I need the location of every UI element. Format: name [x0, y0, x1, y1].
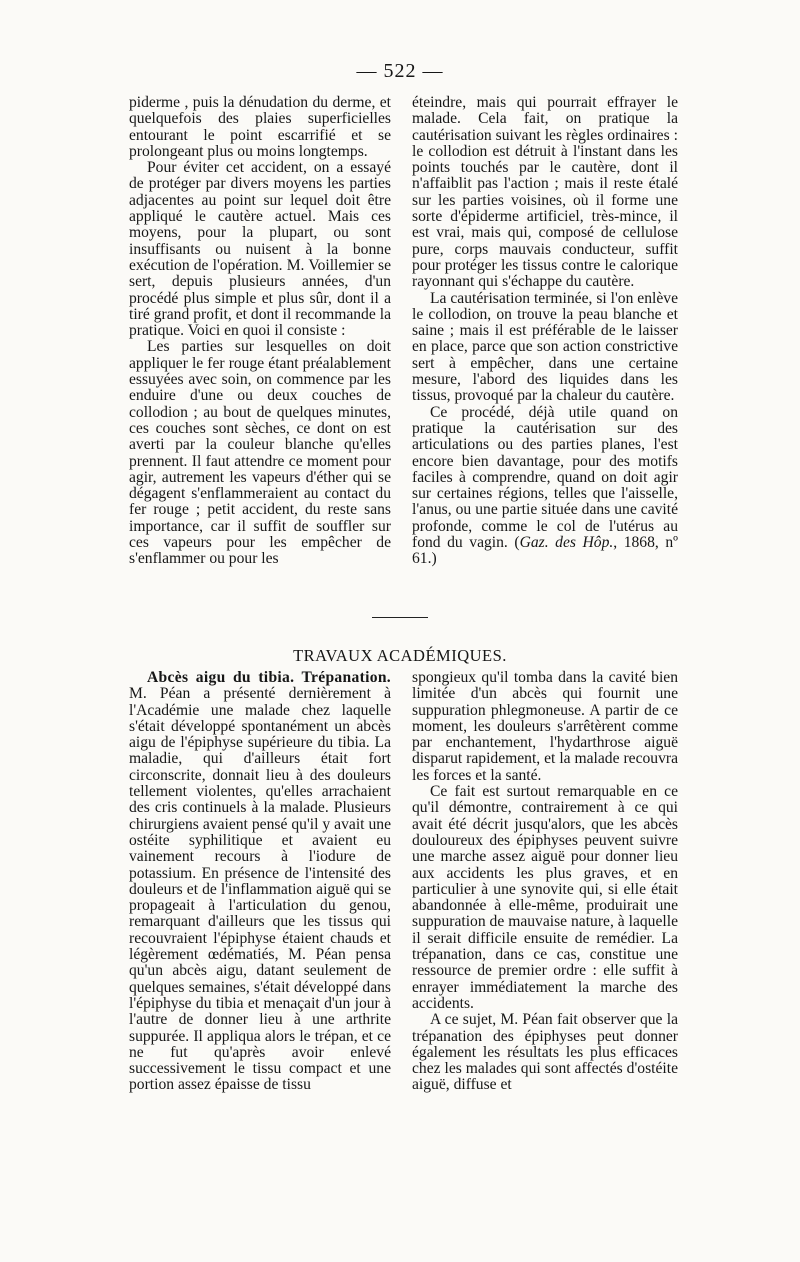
paragraph-with-lead	[129, 670, 391, 1094]
paragraph: spongieux qu'il tomba dans la cavité bien limitée d'un abcès qui fournit une suppuration phlegmoneuse. A partir de ce moment, les douleurs s'arrêtèrent comme par enchantement, l'hydarthrose aiguë disparut rapidement, et la malade recouvra les forces et la santé.	[412, 669, 678, 784]
paragraph: Pour éviter cet accident, on a essayé de protéger par divers moyens les parties adjacentes au point sur lequel doit être appliqué le cautère actuel. Mais ces moyens, pour la plupart, ou sont insuffisants ou nuisent à la bonne exécution de l'opération. M. Voillemier se sert, depuis plusieurs années, d'un procédé plus simple et plus sûr, dont il a tiré grand profit, et dont il recommande la pratique. Voici en quoi il consiste :	[129, 159, 391, 340]
bottom-left-column	[129, 670, 391, 1094]
paragraph: Les parties sur lesquelles on doit appliquer le fer rouge étant préalablement essuyées avec soin, on commence par les enduire d'une ou deux couches de collodion ; au bout de quelques minutes, ces couches sont sèches, ce dont on est averti par la couleur blanche qu'elles prennent. Il faut attendre ce moment pour agir, autrement les vapeurs d'éther qui se dégagent s'enflammeraient au contact du fer rouge ; petit accident, du reste sans importance, car il suffit de souffler sur ces vapeurs pour les empêcher de s'enflammer ou pour les	[129, 338, 391, 568]
article-heading: Abcès aigu du tibia. Trépanation.	[147, 669, 391, 686]
paragraph-text: M. Péan a présenté dernièrement à l'Académie une malade chez laquelle s'était développé spontanément un abcès aigu de l'épiphyse supérieure du tibia. La maladie, qui d'ailleurs était fort circonscrite, donnait lieu à des douleurs tellement violentes, qu'elles arrachaient des cris continuels à la malade. Plusieurs chirurgiens avaient pensé qu'il y avait une ostéite syphilitique et avaient eu vainement recours à l'iodure de potassium. En présence de l'intensité des douleurs et de l'inflammation aiguë qui se propageait à l'articulation du genou, remarquant d'ailleurs que les tissus qui recouvraient l'épiphyse étaient chauds et légèrement œdématiés, M. Péan pensa qu'un abcès aigu, datant seulement de quelques semaines, s'était développé dans l'épiphyse du tibia et menaçait d'un jour à l'autre de donner lieu à une arthrite suppurée. Il appliqua alors le trépan, et ce ne fut qu'après avoir enlevé successivement le tissu compact et une portion assez épaisse de tissu	[129, 685, 391, 1094]
citation-open: (	[514, 534, 520, 552]
section-title: TRAVAUX ACADÉMIQUES.	[293, 646, 507, 665]
top-left-column	[129, 95, 391, 568]
paragraph-with-citation	[412, 405, 678, 568]
citation-rest: , 1868, nº 61.)	[412, 534, 678, 568]
paragraph: Ce fait est surtout remarquable en ce qu'il démontre, contrairement à ce qui avait été décrit jusqu'alors, que les abcès douloureux des épiphyses peuvent suivre une marche assez aiguë pour donner lieu aux accidents les plus graves, et en particulier à une synovite qui, si elle était abandonnée à elle-même, produirait une suppuration de mauvaise nature, à laquelle il serait difficile ensuite de remédier. La trépanation, dans ce cas, constitue une ressource de premier ordre : elle suffit à enrayer immédiatement la marche des accidents.	[412, 783, 678, 1012]
paragraph: éteindre, mais qui pourrait effrayer le malade. Cela fait, on pratique la cautérisation suivant les règles ordinaires : le collodion est détruit à l'instant dans les points touchés par le cautère, dont il n'affaiblit pas l'action ; mais il reste étalé sur les parties voisines, où il forme une sorte d'épiderme artificiel, très-mince, il est vrai, mais qui, composé de cellulose pure, corps mauvais conducteur, suffit pour protéger les tissus contre le calorique rayonnant qui s'échappe du cautère.	[412, 94, 678, 291]
page-number: — 522 —	[356, 60, 444, 82]
top-right-column	[412, 95, 678, 568]
paragraph: piderme , puis la dénudation du derme, et quelquefois des plaies superficielles entourant le point escarrifié et se prolongeant plus ou moins longtemps.	[129, 94, 391, 160]
paragraph: A ce sujet, M. Péan fait observer que la trépanation des épiphyses peut donner également les résultats les plus efficaces chez les malades qui sont affectés d'ostéite aiguë, diffuse et	[412, 1011, 678, 1094]
section-divider	[372, 617, 428, 618]
citation-journal: Gaz. des Hôp.	[519, 534, 614, 552]
paragraph-text: Ce procédé, déjà utile quand on pratique la cautérisation sur des articulations ou des parties planes, l'est encore bien davantage, pour des motifs faciles à comprendre, quand on doit agir sur certaines régions, telles que l'aisselle, l'anus, ou une partie située dans une cavité profonde, comme le col de l'utérus au fond du vagin.	[412, 403, 678, 552]
paragraph: La cautérisation terminée, si l'on enlève le collodion, on trouve la peau blanche et saine ; mais il est préférable de le laisser en place, parce que son action constrictive sert à empêcher, dans une certaine mesure, l'abord des liquides dans les tissus, provoqué par la chaleur du cautère.	[412, 289, 678, 405]
bottom-right-column	[412, 670, 678, 1094]
